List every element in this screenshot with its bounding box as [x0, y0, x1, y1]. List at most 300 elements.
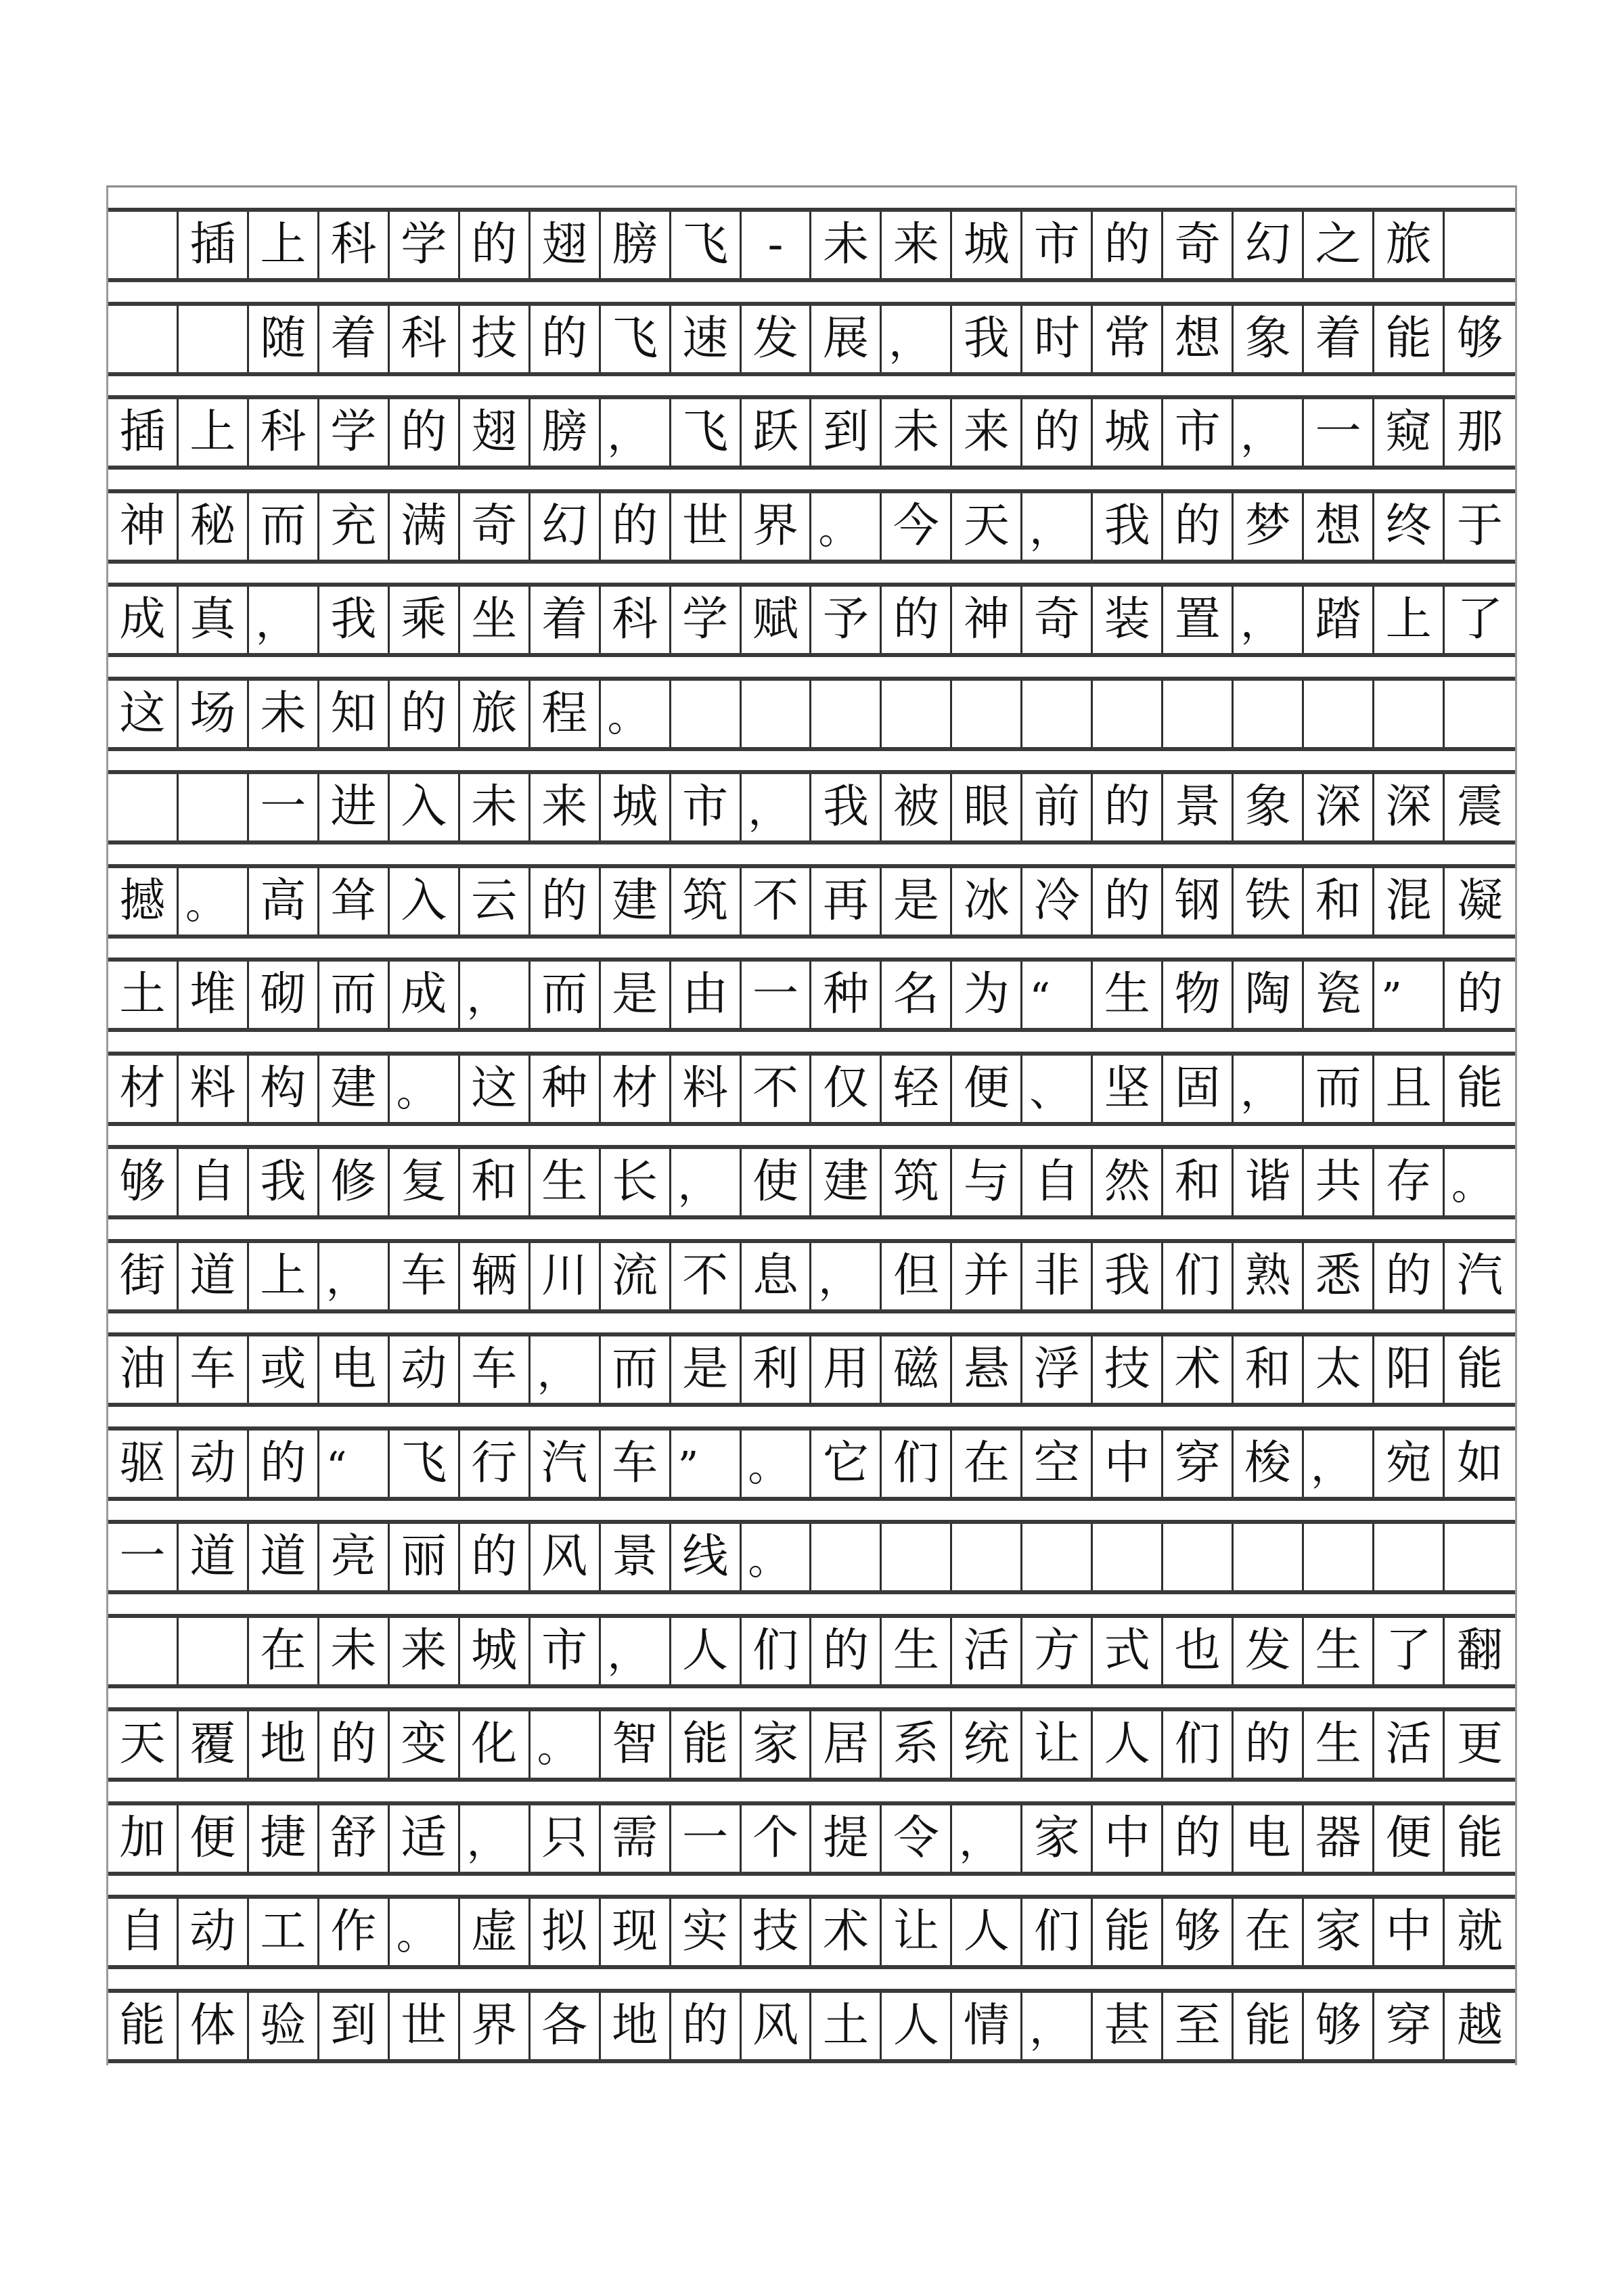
- character-cell: 震: [1457, 780, 1504, 834]
- character-cell: 生: [1304, 1618, 1374, 1684]
- character-cell: 够: [1457, 311, 1504, 365]
- character-cell: 这: [108, 681, 179, 747]
- character-cell: 速: [671, 306, 742, 372]
- character-cell: 至: [1163, 1993, 1234, 2059]
- character-cell: 人: [882, 1993, 952, 2059]
- character-cell: 予: [811, 587, 882, 653]
- character-cell: 够: [108, 1149, 179, 1215]
- character-cell: 冷: [1022, 868, 1093, 935]
- character-cell: 能: [1457, 1343, 1504, 1396]
- grid-row: [108, 1332, 1515, 1407]
- punctuation-cell: ，: [249, 587, 319, 653]
- character-cell: 城: [460, 1618, 531, 1684]
- punctuation-cell: ，: [1234, 1056, 1304, 1122]
- punctuation-cell: 。: [811, 493, 882, 560]
- character-cell: 土: [811, 1993, 882, 2059]
- character-cell: 式: [1093, 1618, 1163, 1684]
- character-cell: 旅: [460, 681, 531, 747]
- punctuation-cell: 。: [390, 1899, 460, 1965]
- punctuation-cell: 。: [531, 1711, 601, 1778]
- punctuation-cell: 。: [742, 1431, 812, 1497]
- character-cell: -: [742, 212, 812, 278]
- punctuation-cell: ”: [671, 1431, 742, 1497]
- character-cell: 们: [1022, 1899, 1093, 1965]
- character-cell: 满: [390, 493, 460, 560]
- character-cell: 工: [249, 1899, 319, 1965]
- empty-cell: [1374, 1524, 1445, 1590]
- character-cell: 悉: [1304, 1243, 1374, 1309]
- character-cell: 膀: [531, 399, 601, 466]
- character-cell: 的: [1234, 1711, 1304, 1778]
- character-cell: 们: [1163, 1711, 1234, 1778]
- grid-row: [108, 302, 1515, 376]
- grid-row: [108, 1239, 1515, 1313]
- character-cell: 我: [249, 1149, 319, 1215]
- character-cell: 窥: [1374, 399, 1445, 466]
- character-cell: 是: [601, 962, 671, 1028]
- character-cell: 高: [249, 868, 319, 935]
- character-cell: 天: [952, 493, 1022, 560]
- character-cell: 筑: [671, 868, 742, 935]
- character-cell: 加: [108, 1805, 179, 1872]
- character-cell: 乘: [390, 587, 460, 653]
- empty-cell: [1445, 681, 1515, 747]
- character-cell: 钢: [1163, 868, 1234, 935]
- punctuation-cell: ，: [531, 1336, 601, 1403]
- character-cell: 深: [1374, 774, 1445, 840]
- character-cell: 学: [671, 587, 742, 653]
- character-cell: 的: [1457, 968, 1504, 1021]
- character-cell: 市: [1163, 399, 1234, 466]
- character-cell: 电: [1234, 1805, 1304, 1872]
- character-cell: 随: [249, 306, 319, 372]
- grid-row: [108, 1426, 1515, 1501]
- character-cell: 变: [390, 1711, 460, 1778]
- character-cell: 建: [811, 1149, 882, 1215]
- character-cell: 科: [249, 399, 319, 466]
- character-cell: 景: [1163, 774, 1234, 840]
- character-cell: 界: [742, 493, 812, 560]
- character-cell: 眼: [952, 774, 1022, 840]
- character-cell: 在: [952, 1431, 1022, 1497]
- character-cell: 是: [671, 1336, 742, 1403]
- character-cell: 幻: [1234, 212, 1304, 278]
- character-cell: 能: [108, 1993, 179, 2059]
- character-cell: 技: [742, 1899, 812, 1965]
- character-cell: 这: [460, 1056, 531, 1122]
- character-cell: 再: [811, 868, 882, 935]
- character-cell: 奇: [1163, 212, 1234, 278]
- character-cell: 辆: [460, 1243, 531, 1309]
- character-cell: 人: [952, 1899, 1022, 1965]
- character-cell: 只: [531, 1805, 601, 1872]
- character-cell: 终: [1374, 493, 1445, 560]
- character-cell: 在: [249, 1618, 319, 1684]
- character-cell: 了: [1374, 1618, 1445, 1684]
- character-cell: 固: [1163, 1056, 1234, 1122]
- character-cell: 动: [390, 1336, 460, 1403]
- character-cell: 坚: [1093, 1056, 1163, 1122]
- character-cell: 和: [460, 1149, 531, 1215]
- character-cell: 并: [952, 1243, 1022, 1309]
- empty-cell: [742, 681, 812, 747]
- punctuation-cell: 。: [601, 681, 671, 747]
- character-cell: 由: [671, 962, 742, 1028]
- character-cell: 需: [601, 1805, 671, 1872]
- character-cell: 动: [179, 1431, 249, 1497]
- character-cell: 那: [1457, 405, 1504, 459]
- grid-row: [108, 1145, 1515, 1219]
- character-cell: 的: [460, 1524, 531, 1590]
- character-cell: 上: [249, 212, 319, 278]
- character-cell: 到: [811, 399, 882, 466]
- grid-row: [108, 1052, 1515, 1126]
- character-cell: 器: [1304, 1805, 1374, 1872]
- empty-cell: [1022, 1524, 1093, 1590]
- character-cell: 风: [531, 1524, 601, 1590]
- character-cell: 想: [1304, 493, 1374, 560]
- character-cell: 我: [1093, 1243, 1163, 1309]
- character-cell: 居: [811, 1711, 882, 1778]
- character-cell: 街: [108, 1243, 179, 1309]
- character-cell: 统: [952, 1711, 1022, 1778]
- character-cell: 城: [952, 212, 1022, 278]
- character-cell: 和: [1163, 1149, 1234, 1215]
- character-cell: 而: [601, 1336, 671, 1403]
- character-cell: 能: [1234, 1993, 1304, 2059]
- character-cell: 构: [249, 1056, 319, 1122]
- character-cell: 仅: [811, 1056, 882, 1122]
- character-cell: 我: [811, 774, 882, 840]
- character-cell: 共: [1304, 1149, 1374, 1215]
- character-cell: 的: [1093, 868, 1163, 935]
- character-cell: 坐: [460, 587, 531, 653]
- character-cell: 智: [601, 1711, 671, 1778]
- character-cell: 的: [811, 1618, 882, 1684]
- character-cell: 象: [1234, 774, 1304, 840]
- character-cell: 跃: [742, 399, 812, 466]
- punctuation-cell: 。: [179, 868, 249, 935]
- empty-cell: [811, 681, 882, 747]
- punctuation-cell: ，: [460, 962, 531, 1028]
- character-cell: 而: [531, 962, 601, 1028]
- character-cell: 生: [531, 1149, 601, 1215]
- character-cell: 的: [1093, 212, 1163, 278]
- empty-cell: [882, 681, 952, 747]
- character-cell: 汽: [1457, 1248, 1504, 1303]
- character-cell: 中: [1374, 1899, 1445, 1965]
- character-cell: 来: [531, 774, 601, 840]
- character-cell: 之: [1304, 212, 1374, 278]
- character-cell: 常: [1093, 306, 1163, 372]
- character-cell: 的: [1163, 1805, 1234, 1872]
- character-cell: 建: [601, 868, 671, 935]
- character-cell: 翻: [1457, 1623, 1504, 1678]
- character-cell: 科: [390, 306, 460, 372]
- character-cell: 令: [882, 1805, 952, 1872]
- punctuation-cell: 。: [742, 1524, 812, 1590]
- character-cell: 太: [1304, 1336, 1374, 1403]
- empty-cell: [1234, 1524, 1304, 1590]
- grid-row: [108, 1520, 1515, 1594]
- grid-row: [108, 395, 1515, 470]
- empty-cell: [952, 1524, 1022, 1590]
- character-cell: 的: [1163, 493, 1234, 560]
- character-cell: 在: [1234, 1899, 1304, 1965]
- title-row: [108, 208, 1515, 282]
- empty-cell: [1093, 1524, 1163, 1590]
- character-cell: 梦: [1234, 493, 1304, 560]
- character-cell: 能: [1093, 1899, 1163, 1965]
- character-cell: 科: [319, 212, 390, 278]
- empty-cell: [1445, 1524, 1515, 1590]
- character-cell: 未: [882, 399, 952, 466]
- character-cell: 舒: [319, 1805, 390, 1872]
- character-cell: 的: [1374, 1243, 1445, 1309]
- character-cell: 插: [108, 399, 179, 466]
- character-cell: 飞: [671, 399, 742, 466]
- grid-row: [108, 583, 1515, 657]
- character-cell: 便: [179, 1805, 249, 1872]
- character-cell: 世: [390, 1993, 460, 2059]
- character-cell: 种: [531, 1056, 601, 1122]
- character-cell: 人: [1093, 1711, 1163, 1778]
- character-cell: 用: [811, 1336, 882, 1403]
- character-cell: 奇: [460, 493, 531, 560]
- punctuation-cell: “: [1022, 962, 1093, 1028]
- character-cell: 来: [390, 1618, 460, 1684]
- character-cell: 的: [531, 306, 601, 372]
- character-cell: 一: [742, 962, 812, 1028]
- empty-cell: [882, 1524, 952, 1590]
- character-cell: 们: [742, 1618, 812, 1684]
- character-cell: 验: [249, 1993, 319, 2059]
- character-cell: 够: [1163, 1899, 1234, 1965]
- character-cell: 未: [811, 212, 882, 278]
- character-cell: 筑: [882, 1149, 952, 1215]
- grid-row: [108, 1895, 1515, 1969]
- character-cell: 驱: [108, 1431, 179, 1497]
- punctuation-cell: ，: [601, 399, 671, 466]
- punctuation-cell: ，: [742, 774, 812, 840]
- empty-cell: [811, 1524, 882, 1590]
- character-cell: 化: [460, 1711, 531, 1778]
- character-cell: 作: [319, 1899, 390, 1965]
- character-cell: 而: [1304, 1056, 1374, 1122]
- punctuation-cell: ，: [319, 1243, 390, 1309]
- character-cell: 翅: [531, 212, 601, 278]
- character-cell: 悬: [952, 1336, 1022, 1403]
- character-cell: 行: [460, 1431, 531, 1497]
- character-cell: 空: [1022, 1431, 1093, 1497]
- character-cell: 一: [1304, 399, 1374, 466]
- character-cell: 市: [531, 1618, 601, 1684]
- empty-cell: [1304, 681, 1374, 747]
- character-cell: 一: [671, 1805, 742, 1872]
- punctuation-cell: ，: [952, 1805, 1022, 1872]
- punctuation-cell: ，: [1234, 587, 1304, 653]
- character-cell: 的: [249, 1431, 319, 1497]
- character-cell: 到: [319, 1993, 390, 2059]
- character-cell: 天: [108, 1711, 179, 1778]
- character-cell: 成: [390, 962, 460, 1028]
- character-cell: 丽: [390, 1524, 460, 1590]
- punctuation-cell: ，: [882, 306, 952, 372]
- character-cell: 汽: [531, 1431, 601, 1497]
- character-cell: 插: [179, 212, 249, 278]
- character-cell: 瓷: [1304, 962, 1374, 1028]
- character-cell: 的: [601, 493, 671, 560]
- character-cell: 我: [1093, 493, 1163, 560]
- empty-cell: [108, 306, 179, 372]
- character-cell: 材: [601, 1056, 671, 1122]
- character-cell: 但: [882, 1243, 952, 1309]
- character-cell: 今: [882, 493, 952, 560]
- grid-row: [108, 1801, 1515, 1876]
- character-cell: 上: [249, 1243, 319, 1309]
- character-cell: 为: [952, 962, 1022, 1028]
- character-cell: 如: [1457, 1436, 1504, 1490]
- grid-row: [108, 958, 1515, 1032]
- character-cell: 着: [531, 587, 601, 653]
- character-cell: 建: [319, 1056, 390, 1122]
- empty-cell: [179, 1618, 249, 1684]
- character-cell: 家: [1022, 1805, 1093, 1872]
- character-cell: 亮: [319, 1524, 390, 1590]
- character-cell: 进: [319, 774, 390, 840]
- character-cell: 撼: [108, 868, 179, 935]
- character-cell: 自: [108, 1899, 179, 1965]
- character-cell: 活: [1374, 1711, 1445, 1778]
- character-cell: 而: [249, 493, 319, 560]
- character-cell: 种: [811, 962, 882, 1028]
- character-cell: 存: [1374, 1149, 1445, 1215]
- character-cell: 城: [601, 774, 671, 840]
- character-cell: 物: [1163, 962, 1234, 1028]
- character-cell: 拟: [531, 1899, 601, 1965]
- character-cell: 越: [1457, 1998, 1504, 2052]
- character-cell: 土: [108, 962, 179, 1028]
- character-cell: 充: [319, 493, 390, 560]
- punctuation-cell: ”: [1374, 962, 1445, 1028]
- character-cell: 活: [952, 1618, 1022, 1684]
- character-cell: 奇: [1022, 587, 1093, 653]
- character-cell: 便: [1374, 1805, 1445, 1872]
- empty-cell: [1163, 1524, 1234, 1590]
- empty-cell: [1093, 681, 1163, 747]
- character-cell: 车: [460, 1336, 531, 1403]
- character-cell: 界: [460, 1993, 531, 2059]
- character-cell: 名: [882, 962, 952, 1028]
- character-cell: 冰: [952, 868, 1022, 935]
- character-cell: 自: [179, 1149, 249, 1215]
- character-cell: 技: [460, 306, 531, 372]
- character-cell: 的: [390, 681, 460, 747]
- punctuation-cell: ，: [1234, 399, 1304, 466]
- character-cell: 穿: [1374, 1993, 1445, 2059]
- empty-cell: [1304, 1524, 1374, 1590]
- character-cell: 于: [1457, 499, 1504, 553]
- character-cell: 然: [1093, 1149, 1163, 1215]
- character-cell: 神: [952, 587, 1022, 653]
- character-cell: 和: [1234, 1336, 1304, 1403]
- character-cell: 的: [531, 868, 601, 935]
- character-cell: 地: [249, 1711, 319, 1778]
- character-cell: 成: [108, 587, 179, 653]
- character-cell: 风: [742, 1993, 812, 2059]
- character-cell: 着: [319, 306, 390, 372]
- character-cell: 息: [742, 1243, 812, 1309]
- character-cell: 覆: [179, 1711, 249, 1778]
- character-cell: 或: [249, 1336, 319, 1403]
- character-cell: 我: [319, 587, 390, 653]
- punctuation-cell: “: [319, 1431, 390, 1497]
- character-cell: 旅: [1374, 212, 1445, 278]
- character-cell: 甚: [1093, 1993, 1163, 2059]
- punctuation-cell: ，: [1304, 1431, 1374, 1497]
- character-cell: 而: [319, 962, 390, 1028]
- character-cell: 料: [179, 1056, 249, 1122]
- character-cell: 梭: [1234, 1431, 1304, 1497]
- character-cell: 踏: [1304, 587, 1374, 653]
- character-cell: 着: [1304, 306, 1374, 372]
- character-cell: 提: [811, 1805, 882, 1872]
- character-cell: 学: [319, 399, 390, 466]
- character-cell: 程: [531, 681, 601, 747]
- empty-cell: [179, 774, 249, 840]
- character-cell: 地: [601, 1993, 671, 2059]
- character-cell: 技: [1093, 1336, 1163, 1403]
- character-cell: 中: [1093, 1805, 1163, 1872]
- character-cell: 浮: [1022, 1336, 1093, 1403]
- character-cell: 景: [601, 1524, 671, 1590]
- character-cell: 长: [601, 1149, 671, 1215]
- character-cell: 前: [1022, 774, 1093, 840]
- empty-cell: [179, 306, 249, 372]
- character-cell: 一: [108, 1524, 179, 1590]
- character-cell: 能: [671, 1711, 742, 1778]
- character-cell: 道: [179, 1243, 249, 1309]
- character-cell: 油: [108, 1336, 179, 1403]
- character-cell: 了: [1457, 593, 1504, 646]
- character-cell: 川: [531, 1243, 601, 1309]
- character-cell: 非: [1022, 1243, 1093, 1309]
- grid-row: [108, 770, 1515, 845]
- character-cell: 让: [1022, 1711, 1093, 1778]
- character-cell: 修: [319, 1149, 390, 1215]
- character-cell: 云: [460, 868, 531, 935]
- character-cell: 实: [671, 1899, 742, 1965]
- character-cell: 它: [811, 1431, 882, 1497]
- character-cell: 砌: [249, 962, 319, 1028]
- character-cell: 们: [1163, 1243, 1234, 1309]
- character-cell: 熟: [1234, 1243, 1304, 1309]
- character-cell: 磁: [882, 1336, 952, 1403]
- character-cell: 赋: [742, 587, 812, 653]
- character-cell: 轻: [882, 1056, 952, 1122]
- punctuation-cell: 。: [390, 1056, 460, 1122]
- character-cell: 方: [1022, 1618, 1093, 1684]
- empty-cell: [1022, 681, 1093, 747]
- grid-row: [108, 1614, 1515, 1688]
- character-cell: 市: [671, 774, 742, 840]
- character-cell: 的: [319, 1711, 390, 1778]
- empty-cell: [108, 1618, 179, 1684]
- character-cell: 人: [671, 1618, 742, 1684]
- character-cell: 系: [882, 1711, 952, 1778]
- character-cell: 体: [179, 1993, 249, 2059]
- character-cell: 的: [460, 212, 531, 278]
